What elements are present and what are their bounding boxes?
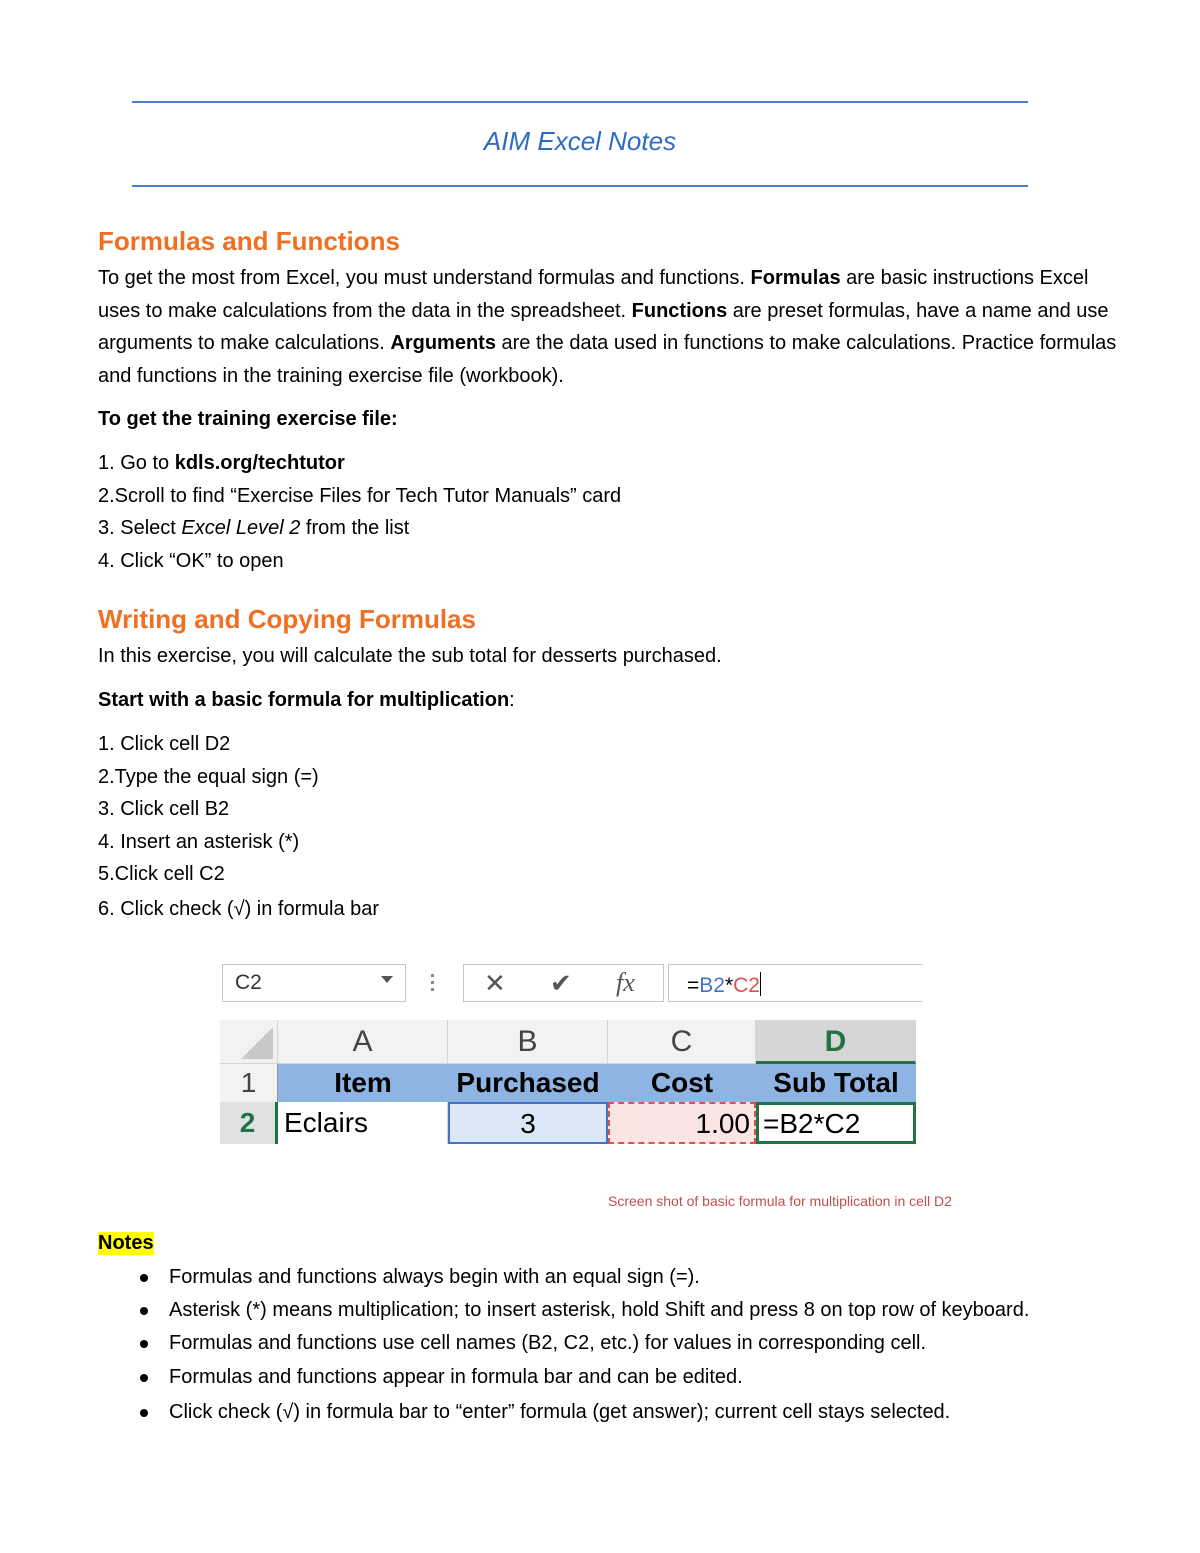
excel-screenshot — [220, 958, 922, 1150]
step-4: 4. Click “OK” to open — [98, 550, 284, 572]
chevron-down-icon[interactable] — [381, 976, 393, 983]
formula-ref-b2: B2 — [699, 974, 725, 997]
intro-text: To get the most from Excel, you must understand formulas and functions. — [98, 267, 751, 289]
bullet-icon — [140, 1374, 148, 1382]
row-header-2[interactable]: 2 — [220, 1102, 278, 1144]
formula-operator: * — [724, 974, 734, 997]
cell-b1[interactable]: Purchased — [448, 1064, 608, 1102]
cancel-icon[interactable]: ✕ — [484, 968, 506, 998]
intro-paragraph — [98, 262, 1118, 392]
figure-caption: Screen shot of basic formula for multiplication in cell D2 — [608, 1193, 952, 1209]
step-3-text-end: from the list — [300, 517, 410, 539]
select-all-corner[interactable] — [220, 1020, 278, 1064]
step-3 — [98, 517, 409, 540]
bullet-icon — [140, 1340, 148, 1348]
mult-step-5: 5.Click cell C2 — [98, 863, 225, 885]
cell-a2[interactable]: Eclairs — [278, 1102, 448, 1144]
bullet-icon — [140, 1409, 148, 1417]
multiplication-subheading-text: Start with a basic formula for multiplication — [98, 689, 510, 711]
note-text: Formulas and functions always begin with an equal sign (=). — [169, 1266, 700, 1288]
section-heading-writing-formulas: Writing and Copying Formulas — [98, 604, 476, 634]
intro-text: are preset formulas, have a name and use arguments to make calculations. — [98, 299, 1109, 354]
formula-input[interactable] — [668, 964, 922, 1002]
note-text: Formulas and functions appear in formula bar and can be edited. — [169, 1366, 743, 1388]
formula-equals: = — [687, 974, 700, 997]
step-1-text: 1. Go to — [98, 452, 175, 474]
text-cursor — [760, 972, 761, 996]
techtutor-link[interactable]: kdls.org/techtutor — [174, 452, 345, 474]
term-formulas: Formulas — [750, 267, 841, 289]
check-icon[interactable]: ✔ — [550, 968, 572, 998]
cell-d1[interactable]: Sub Total — [756, 1064, 916, 1102]
notes-label: Notes — [98, 1232, 154, 1254]
intro-text: are the data used in functions to make calculations. Practice formulas and functions in the training exercise file (workbook). — [98, 332, 1117, 387]
formula-bar-buttons — [463, 964, 664, 1002]
mult-step-6: 6. Click check (√) in formula bar — [98, 898, 380, 920]
exercise-intro: In this exercise, you will calculate the sub total for desserts purchased. — [98, 645, 722, 667]
cell-c1[interactable]: Cost — [608, 1064, 756, 1102]
intro-text: are basic instructions Excel uses to make calculations from the data in the spreadsheet. — [98, 267, 1089, 322]
column-header-d[interactable]: D — [756, 1020, 916, 1064]
column-header-a[interactable]: A — [278, 1020, 448, 1064]
document-title: AIM Excel Notes — [483, 126, 677, 156]
step-3-workbook-name: Excel Level 2 — [181, 517, 301, 539]
cell-a1[interactable]: Item — [278, 1064, 448, 1102]
step-2: 2.Scroll to find “Exercise Files for Tech Tutor Manuals” card — [98, 485, 622, 507]
mult-step-3: 3. Click cell B2 — [98, 798, 230, 820]
formula-text — [687, 972, 761, 998]
step-1 — [98, 452, 345, 475]
cell-b2[interactable]: 3 — [448, 1102, 608, 1144]
term-arguments: Arguments — [390, 332, 496, 354]
column-header-c[interactable]: C — [608, 1020, 756, 1064]
section-heading-formulas-functions: Formulas and Functions — [98, 226, 400, 256]
subheading-colon: : — [509, 689, 515, 711]
title-bottom-rule — [132, 185, 1028, 187]
note-text: Asterisk (*) means multiplication; to insert asterisk, hold Shift and press 8 on top row of keyboard. — [169, 1299, 1030, 1321]
note-text: Click check (√) in formula bar to “enter” formula (get answer); current cell stays selected. — [169, 1401, 951, 1423]
bullet-icon — [140, 1307, 148, 1315]
multiplication-subheading — [98, 689, 515, 712]
training-file-subheading: To get the training exercise file: — [98, 408, 398, 430]
drag-handle-icon[interactable] — [431, 974, 435, 992]
mult-step-4: 4. Insert an asterisk (*) — [98, 831, 300, 853]
bullet-icon — [140, 1274, 148, 1282]
term-functions: Functions — [631, 299, 728, 322]
mult-step-1: 1. Click cell D2 — [98, 733, 231, 755]
cell-d2[interactable]: =B2*C2 — [756, 1102, 916, 1144]
title-top-rule — [132, 101, 1028, 103]
cell-c2[interactable]: 1.00 — [608, 1102, 756, 1144]
mult-step-2: 2.Type the equal sign (=) — [98, 766, 319, 788]
step-3-text: 3. Select — [98, 517, 182, 539]
name-box-value: C2 — [235, 971, 262, 994]
row-header-1[interactable]: 1 — [220, 1064, 278, 1102]
insert-function-icon[interactable]: fx — [616, 968, 635, 997]
name-box[interactable] — [222, 964, 406, 1002]
note-text: Formulas and functions use cell names (B2, C2, etc.) for values in corresponding cell. — [169, 1332, 927, 1354]
formula-ref-c2: C2 — [733, 974, 760, 997]
column-header-b[interactable]: B — [448, 1020, 608, 1064]
